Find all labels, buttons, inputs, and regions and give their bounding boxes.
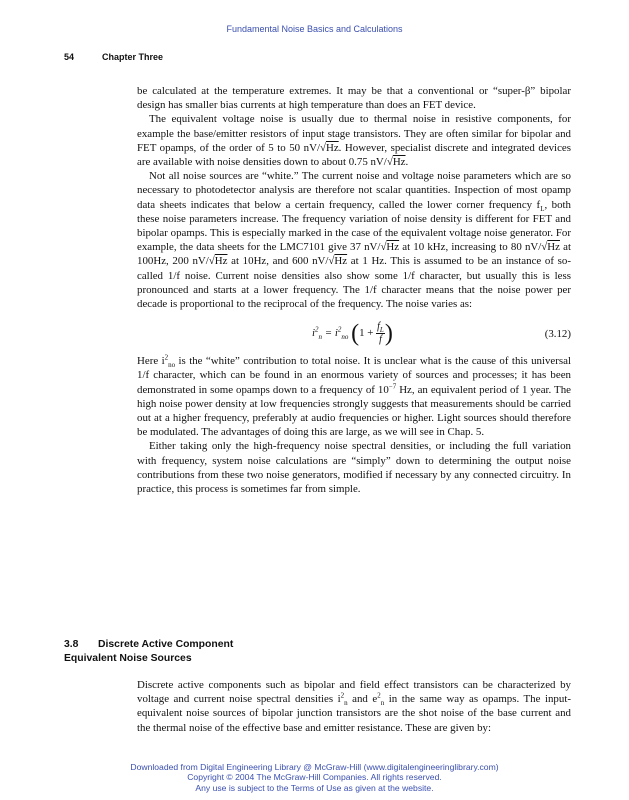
eq-rhs-sub: no	[341, 333, 349, 342]
eq-num-f: f	[377, 321, 380, 333]
book-title-banner: Fundamental Noise Basics and Calculations	[226, 24, 403, 34]
paragraph-4	[137, 354, 571, 439]
s1-sup-2: 2	[377, 691, 381, 700]
eq-fraction-numerator	[376, 321, 385, 334]
eq-one-plus: 1 +	[359, 327, 374, 340]
p2-text-a: The equivalent voltage noise is usually due to thermal noise in resistive components, for example the base/emitter resistors of input stage transistors. They are often similar for bipolar and FET opamps, of the order of 5 to 50 nV/√	[137, 113, 571, 154]
s1-text-a: Discrete active components such as bipolar and field effect transistors can be characterized by voltage and current noise spectral densities i	[137, 679, 571, 706]
s1-sub-2: n	[380, 699, 385, 708]
section-heading	[64, 638, 584, 666]
s1-sup-1: 2	[340, 691, 345, 700]
p4-sup-2: 2	[164, 353, 169, 362]
p2-text-c: .	[405, 156, 409, 169]
eq-fraction	[376, 321, 385, 346]
equation-formula: $i^2_n = i^2_{no}$ (1 + $\frac{f_L}{f}$ )	[312, 320, 393, 347]
footer-copyright: Copyright © 2004 The McGraw-Hill Companies. All rights reserved.	[187, 772, 442, 783]
p4-sub-no: no	[168, 361, 176, 370]
s1-sub-1: n	[344, 699, 348, 708]
s1-text-c: in the same way as opamps. The input-equivalent noise sources of bipolar junction transistors are the shot noise of the base current and the thermal noise of the effective base and emitter resistance. These are given by:	[137, 693, 571, 734]
p3-radicand-3: Hz	[214, 255, 228, 268]
p2-radicand-2: Hz	[392, 156, 406, 169]
eq-fraction-denominator: f	[379, 334, 382, 346]
eq-open-paren: (	[351, 320, 360, 347]
section-title-line2: Equivalent Noise Sources	[64, 653, 192, 664]
p3-radicand-4: Hz	[334, 255, 348, 268]
equation-3-12	[137, 313, 571, 351]
p3-radicand-1: Hz	[386, 241, 400, 254]
paragraph-3	[137, 169, 571, 311]
p2-text-b: . However, specialist discrete and integrated devices are available with noise densities down to about 0.75 nV/√	[137, 141, 571, 169]
eq-close-paren: )	[384, 320, 393, 347]
p4-exponent: −7	[388, 382, 397, 391]
paragraph-1: be calculated at the temperature extremes. It may be that a conventional or “super-β” bipolar design has smaller bias currents at high temperature than does an FET device.	[137, 85, 571, 112]
section-number: 3.8	[64, 639, 79, 650]
p4-text-b: is the “white” contribution to total noise. It is unclear what is the cause of this universal 1/f character, which can be found in an enormous variety of sources and processes; it has been demonstrated in some opamps down to a frequency of 10	[137, 355, 571, 396]
p3-text-b: , both these noise parameters increase. The frequency variation of noise density is different for FET and bipolar opamps. This is especially marked in the case of the equivalent voltage noise generator. For example, the data sheets for the LMC7101 give 37 nV/√	[137, 198, 571, 254]
eq-lhs-sub: n	[318, 333, 323, 342]
eq-rhs-i: i	[334, 327, 338, 340]
body-text	[137, 84, 571, 496]
p4-text-c: Hz, an equivalent period of 1 year. The high noise power density at low frequencies strongly suggests that measurements should be carried out at a higher frequency, preferably at audio frequencies or higher. Light sources should therefore be modulated. The advantages of doing this are large, as we will see in Chap. 5.	[137, 383, 571, 439]
equation-number: (3.12)	[544, 328, 571, 341]
running-head	[64, 52, 584, 62]
footer-terms: Any use is subject to the Terms of Use as given at the website.	[195, 782, 434, 793]
p3-text-e: at 10Hz, and 600 nV/√	[227, 255, 335, 268]
p3-sub-L: L	[540, 204, 545, 213]
chapter-label: Chapter Three	[102, 52, 164, 62]
eq-lhs-i: i	[312, 327, 316, 340]
eq-lhs-sup: 2	[315, 325, 319, 334]
paragraph-5: Either taking only the high-frequency noise spectral densities, or including the full variation with frequency, system noise calculations are “simply” down to determining the output noise contributions from these two noise generators, modified if necessary by any connected circuitry. In practice, this process is sometimes far from simple.	[137, 440, 571, 496]
s1-text-b: and e	[347, 693, 378, 706]
p3-text-d: at 100Hz, 200 nV/√	[137, 241, 571, 268]
p3-text-a: Not all noise sources are “white.” The current noise and voltage noise parameters which are so necessary to photodetector analysis are therefore not scalar quantities. Inspection of most opamp data sheets indicates that below a certain frequency, called the lower corner frequency f	[137, 170, 571, 211]
section-title-line1: Discrete Active Component	[98, 639, 234, 650]
p3-text-c: at 10 kHz, increasing to 80 nV/√	[399, 241, 548, 254]
eq-rhs-sup: 2	[337, 325, 342, 334]
page-number: 54	[64, 52, 75, 62]
eq-num-sub: L	[379, 326, 384, 335]
p3-radicand-2: Hz	[547, 241, 560, 254]
p3-text-f: at 1 Hz. This is assumed to be an instance of so-called 1/f noise. Current noise densities also show some 1/f character, but usually this is less pronounced and starts at a lower frequency. The 1/f character means that the noise power per decade is proportional to the reciprocal of the frequency. The noise varies as:	[137, 255, 571, 311]
section-body-text	[137, 678, 571, 735]
p4-text-a: Here i	[137, 355, 165, 368]
p2-radicand-1: Hz	[325, 141, 339, 154]
footer-download-link[interactable]: Downloaded from Digital Engineering Library @ McGraw-Hill (www.digitalengineeringlibrary.com)	[130, 762, 499, 772]
section-paragraph-1	[137, 678, 571, 735]
paragraph-2	[137, 112, 571, 169]
footer	[0, 762, 629, 793]
